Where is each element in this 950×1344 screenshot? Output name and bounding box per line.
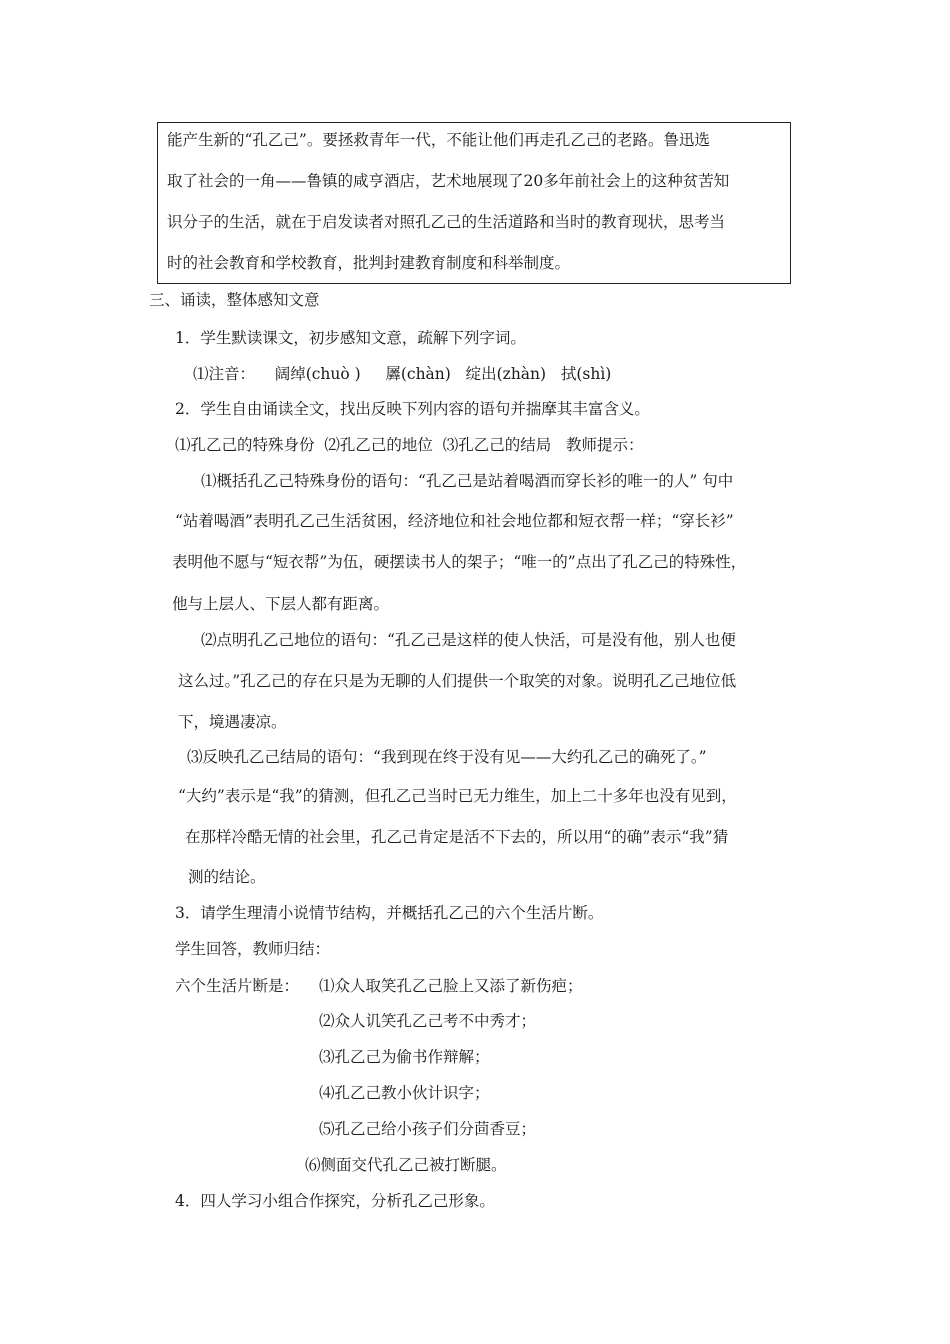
item-2-tasks: ⑴孔乙己的特殊身份 ⑵孔乙己的地位 ⑶孔乙己的结局 教师提示： bbox=[175, 436, 644, 454]
p2-line-2: 这么过。”孔乙己的存在只是为无聊的人们提供一个取笑的对象。说明孔乙己地位低 bbox=[178, 672, 737, 690]
p1-line-4: 他与上层人、下层人都有距离。 bbox=[172, 595, 390, 613]
p1-line-3: 表明他不愿与“短衣帮”为伍，硬摆读书人的架子；“唯一的”点出了孔乙己的特殊性， bbox=[172, 553, 747, 571]
box-line-4: 时的社会教育和学校教育，批判封建教育制度和科举制度。 bbox=[167, 254, 571, 272]
item-3: 3．请学生理清小说情节结构，并概括孔乙己的六个生活片断。 bbox=[175, 904, 604, 922]
p3-line-3: 在那样冷酷无情的社会里，孔乙己肯定是活不下去的，所以用“的确”表示“我”猜 bbox=[185, 828, 729, 846]
answer-intro: 学生回答，教师归结： bbox=[175, 940, 331, 958]
fragment-1: ⑴众人取笑孔乙己脸上又添了新伤疤； bbox=[319, 977, 583, 995]
p3-line-2: “大约”表示是“我”的猜测，但孔乙己当时已无力维生，加上二十多年也没有见到， bbox=[178, 787, 737, 805]
p2-line-1: ⑵点明孔乙己地位的语句：“孔乙己是这样的使人快活，可是没有他，别人也便 bbox=[201, 631, 736, 649]
fragment-3: ⑶孔乙己为偷书作辩解； bbox=[319, 1048, 490, 1066]
item-4: 4．四人学习小组合作探究，分析孔乙己形象。 bbox=[175, 1192, 495, 1210]
p1-line-1: ⑴概括孔乙己特殊身份的语句：“孔乙己是站着喝酒而穿长衫的唯一的人” 句中 bbox=[201, 472, 734, 490]
p2-line-3: 下，境遇凄凉。 bbox=[178, 713, 287, 731]
box-line-3: 识分子的生活，就在于启发读者对照孔乙己的生活道路和当时的教育现状，思考当 bbox=[167, 213, 726, 231]
p3-line-1: ⑶反映孔乙己结局的语句：“我到现在终于没有见——大约孔乙己的确死了。” bbox=[187, 748, 707, 766]
box-line-1: 能产生新的“孔乙己”。要拯救青年一代，不能让他们再走孔乙己的老路。鲁迅选 bbox=[167, 131, 710, 149]
fragment-2: ⑵众人讥笑孔乙己考不中秀才； bbox=[319, 1012, 537, 1030]
p1-line-2: “站着喝酒”表明孔乙己生活贫困，经济地位和社会地位都和短衣帮一样；“穿长衫” bbox=[175, 512, 734, 530]
p3-line-4: 测的结论。 bbox=[188, 868, 266, 886]
pronunciation-line: ⑴注音： 阔绰(chuò ) 羼(chàn) 绽出(zhàn) 拭(shì) bbox=[193, 365, 612, 383]
fragment-6: ⑹侧面交代孔乙己被打断腿。 bbox=[305, 1156, 507, 1174]
box-line-2: 取了社会的一角——鲁镇的咸亨酒店，艺术地展现了20多年前社会上的这种贫苦知 bbox=[167, 172, 730, 190]
item-2: 2．学生自由诵读全文，找出反映下列内容的语句并揣摩其丰富含义。 bbox=[175, 400, 650, 418]
section-heading: 三、诵读，整体感知文意 bbox=[149, 291, 320, 309]
six-fragments-label: 六个生活片断是： bbox=[175, 977, 300, 995]
fragment-5: ⑸孔乙己给小孩子们分茴香豆； bbox=[319, 1120, 537, 1138]
fragment-4: ⑷孔乙己教小伙计识字； bbox=[319, 1084, 490, 1102]
item-1: 1．学生默读课文，初步感知文意，疏解下列字词。 bbox=[175, 329, 526, 347]
